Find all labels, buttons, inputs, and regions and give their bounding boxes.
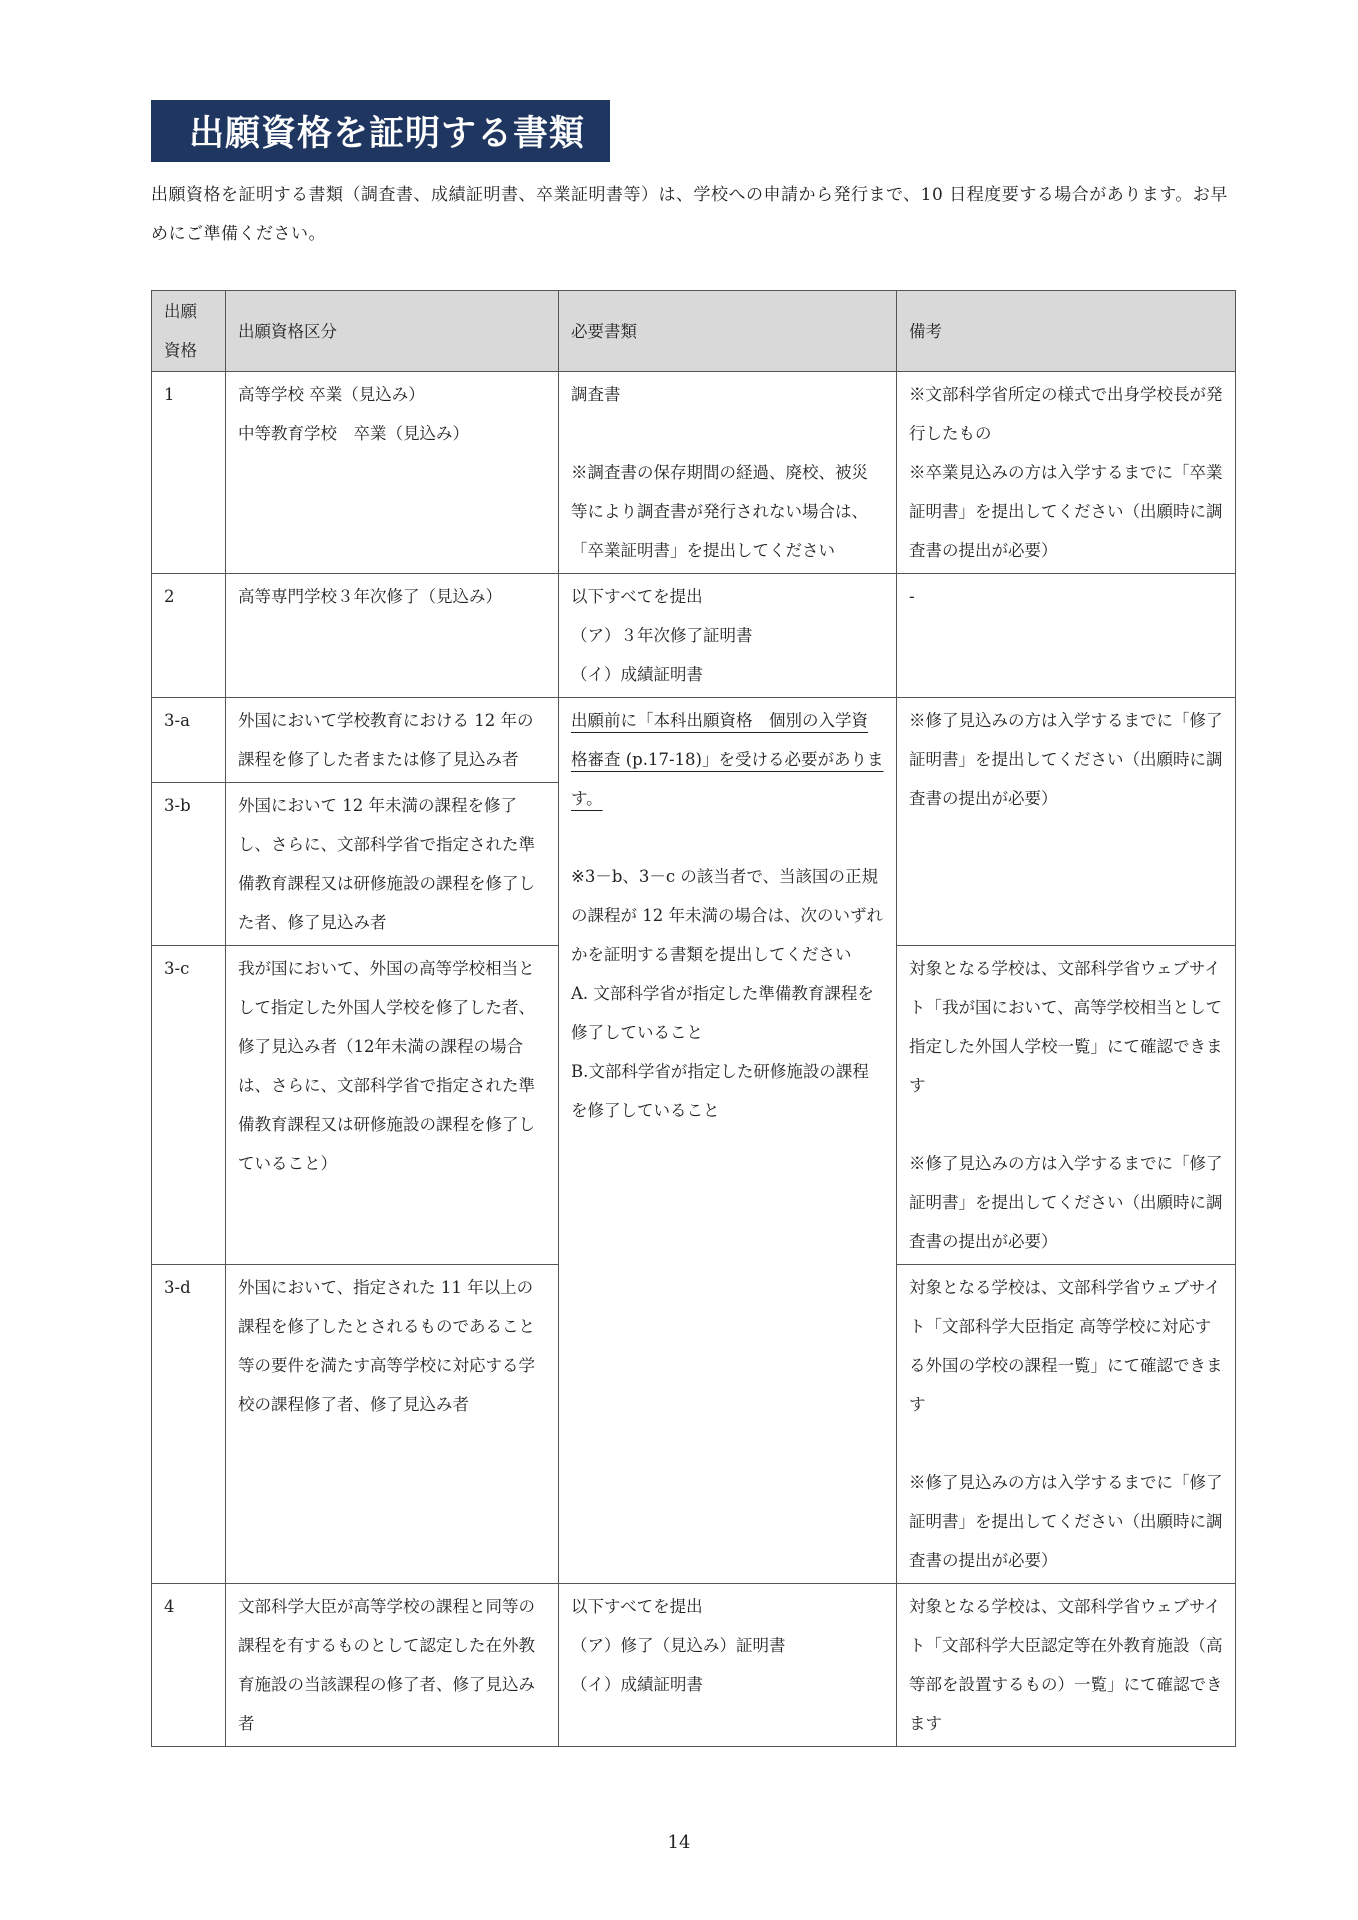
remarks-line: ※文部科学省所定の様式で出身学校長が発行したもの (909, 385, 1223, 443)
remarks-line: 対象となる学校は、文部科学省ウェブサイト「我が国において、高等学校相当として指定した外国人学校一覧」にて確認できます (909, 959, 1223, 1095)
table-row (152, 1584, 1236, 1747)
row-required-docs (559, 372, 897, 574)
row-number: 3-a (152, 698, 226, 783)
docs-line: 以下すべてを提出 (571, 1597, 703, 1616)
docs-line: （ア）３年次修了証明書 (571, 626, 753, 645)
row-category: 文部科学大臣が高等学校の課程と同等の課程を有するものとして認定した在外教育施設の当該課程の修了者、修了見込み者 (226, 1584, 559, 1747)
row-category: 我が国において、外国の高等学校相当として指定した外国人学校を修了した者、修了見込み者（12年未満の課程の場合は、さらに、文部科学省で指定された準備教育課程又は研修施設の課程を修了していること） (226, 946, 559, 1265)
header-remarks: 備考 (897, 291, 1236, 372)
row-number: 2 (152, 574, 226, 698)
row-remarks (897, 946, 1236, 1265)
category-line: 中等教育学校 卒業（見込み） (238, 424, 469, 443)
table-row (152, 698, 1236, 783)
row-required-docs (559, 698, 897, 1584)
remarks-line: ※修了見込みの方は入学するまでに「修了証明書」を提出してください（出願時に調査書の提出が必要） (909, 1154, 1223, 1251)
row-category: 高等専門学校３年次修了（見込み） (226, 574, 559, 698)
row-category (226, 372, 559, 574)
table-row (152, 372, 1236, 574)
docs-line: 以下すべてを提出 (571, 587, 703, 606)
docs-option-b: B.文部科学省が指定した研修施設の課程を修了していること (571, 1062, 869, 1120)
docs-line: （イ）成績証明書 (571, 1675, 703, 1694)
row-number: 4 (152, 1584, 226, 1747)
header-qualification-no: 出願資格 (152, 291, 226, 372)
intro-paragraph: 出願資格を証明する書類（調査書、成績証明書、卒業証明書等）は、学校への申請から発行まで、10 日程度要する場合があります。お早めにご準備ください。 (151, 185, 1228, 244)
remarks-line: ※卒業見込みの方は入学するまでに「卒業証明書」を提出してください（出願時に調査書の提出が必要） (909, 463, 1223, 560)
row-number: 3-c (152, 946, 226, 1265)
row-remarks: ※修了見込みの方は入学するまでに「修了証明書」を提出してください（出願時に調査書の提出が必要） (897, 698, 1236, 946)
row-remarks: 対象となる学校は、文部科学省ウェブサイト「文部科学大臣認定等在外教育施設（高等部を設置するもの）一覧」にて確認できます (897, 1584, 1236, 1747)
row-remarks: - (897, 574, 1236, 698)
remarks-line: ※修了見込みの方は入学するまでに「修了証明書」を提出してください（出願時に調査書の提出が必要） (909, 1473, 1223, 1570)
header-category: 出願資格区分 (226, 291, 559, 372)
row-category: 外国において 12 年未満の課程を修了し、さらに、文部科学省で指定された準備教育課程又は研修施設の課程を修了した者、修了見込み者 (226, 783, 559, 946)
page-number: 14 (667, 1832, 691, 1853)
row-required-docs (559, 574, 897, 698)
row-number: 1 (152, 372, 226, 574)
row-remarks (897, 1265, 1236, 1584)
category-line: 高等学校 卒業（見込み） (238, 385, 425, 404)
docs-line: （イ）成績証明書 (571, 665, 703, 684)
remarks-line: 対象となる学校は、文部科学省ウェブサイト「文部科学大臣指定 高等学校に対応する外国の学校の課程一覧」にて確認できます (909, 1278, 1223, 1414)
header-required-docs: 必要書類 (559, 291, 897, 372)
row-required-docs (559, 1584, 897, 1747)
table-row (152, 574, 1236, 698)
docs-note: ※3－b、3－c の該当者で、当該国の正規の課程が 12 年未満の場合は、次のいずれかを証明する書類を提出してください (571, 867, 883, 964)
row-remarks (897, 372, 1236, 574)
docs-option-a: A. 文部科学省が指定した準備教育課程を修了していること (571, 984, 874, 1042)
docs-line: 調査書 (571, 385, 621, 404)
docs-prerequisite: 出願前に「本科出願資格 個別の入学資格審査 (p.17-18)」を受ける必要があります。 (571, 711, 884, 808)
row-category: 外国において学校教育における 12 年の課程を修了した者または修了見込み者 (226, 698, 559, 783)
docs-note: ※調査書の保存期間の経過、廃校、被災等により調査書が発行されない場合は、「卒業証明書」を提出してください (571, 463, 868, 560)
docs-line: （ア）修了（見込み）証明書 (571, 1636, 786, 1655)
section-title: 出願資格を証明する書類 (151, 100, 610, 162)
row-number: 3-d (152, 1265, 226, 1584)
qualification-table (151, 290, 1236, 1747)
row-category: 外国において、指定された 11 年以上の課程を修了したとされるものであること等の要件を満たす高等学校に対応する学校の課程修了者、修了見込み者 (226, 1265, 559, 1584)
row-number: 3-b (152, 783, 226, 946)
table-header-row (152, 291, 1236, 372)
